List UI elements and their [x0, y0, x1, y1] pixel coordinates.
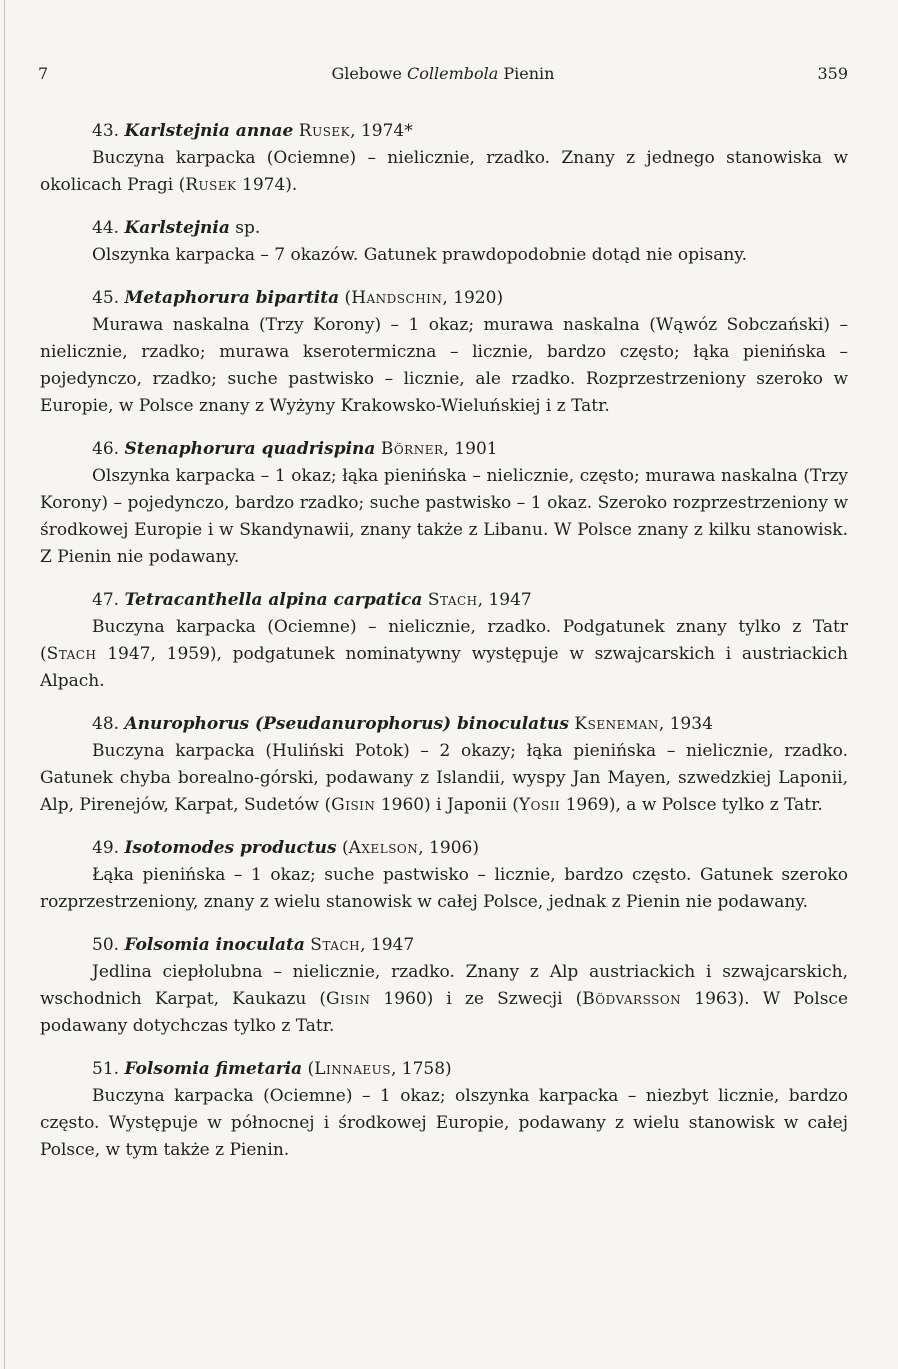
- author-prefix: (: [302, 1059, 315, 1079]
- article-body: [40, 118, 848, 1180]
- species-author: Kseneman: [574, 714, 659, 734]
- page-number: 359: [817, 64, 848, 83]
- species-author: Rusek: [298, 121, 351, 141]
- entry-heading: [40, 118, 848, 145]
- species-name: Tetracanthella alpina carpatica: [124, 590, 423, 610]
- species-entry: [40, 285, 848, 420]
- description-text: Olszynka karpacka – 7 okazów. Gatunek prawdopodobnie dotąd nie opisany.: [92, 245, 748, 265]
- species-year: , 1901: [443, 439, 498, 459]
- entry-heading: [40, 835, 848, 862]
- entry-description: [40, 312, 848, 420]
- entry-number: 44.: [92, 218, 120, 238]
- species-entry: [40, 932, 848, 1040]
- species-year: , 1758): [390, 1059, 452, 1079]
- running-title-italic: Collembola: [407, 64, 499, 83]
- cited-author: Stach: [46, 644, 97, 664]
- entry-description: [40, 242, 848, 269]
- species-year: , 1947: [477, 590, 532, 610]
- entry-heading: [40, 587, 848, 614]
- description-text: Jedlina ciepłolubna – nielicznie, rzadko. Znany z Alp austriackich i szwajcarskich, wschodnich Karpat, Kaukazu (: [40, 962, 848, 1009]
- species-year: , 1906): [418, 838, 479, 858]
- entry-description: [40, 862, 848, 916]
- description-text: Buczyna karpacka (Ociemne) – 1 okaz; olszynka karpacka – niezbyt licznie, bardzo często. Występuje w północnej i środkowej Europie, podawany z wielu stanowisk w całej Polsce, w tym także z Pienin.: [40, 1086, 848, 1160]
- species-name: Anurophorus (Pseudanurophorus) binoculatus: [124, 714, 569, 734]
- species-name: Folsomia inoculata: [124, 935, 305, 955]
- species-year: , 1920): [442, 288, 504, 308]
- species-author: Stach: [427, 590, 478, 610]
- entry-number: 47.: [92, 590, 120, 610]
- description-text: 1960) i ze Szwecji (: [370, 989, 583, 1009]
- species-entry: [40, 835, 848, 916]
- entry-number: 45.: [92, 288, 120, 308]
- species-name: Metaphorura bipartita: [124, 288, 340, 308]
- entry-number: 46.: [92, 439, 120, 459]
- species-year: , 1974*: [350, 121, 413, 141]
- binding-edge: [4, 0, 5, 1369]
- description-text: 1963). W Polsce podawany dotychczas tylko z Tatr.: [40, 989, 849, 1036]
- entry-heading: [40, 1056, 848, 1083]
- description-text: 1960) i Japonii (: [375, 795, 519, 815]
- entry-description: [40, 959, 848, 1040]
- entry-description: [40, 1083, 848, 1164]
- entry-heading: [40, 711, 848, 738]
- species-year: sp.: [229, 218, 261, 238]
- species-author: Börner: [380, 439, 444, 459]
- species-entry: [40, 436, 848, 571]
- entry-heading: [40, 215, 848, 242]
- folio-left: 7: [38, 64, 49, 83]
- entry-description: [40, 463, 848, 571]
- description-text: Murawa naskalna (Trzy Korony) – 1 okaz; murawa naskalna (Wąwóz Sobczański) – nielicznie, rzadko; murawa kserotermiczna – licznie, bardzo często; łąka pienińska – pojedynczo, rzadko; suche pastwisko – licznie, ale rzadko. Rozprzestrzeniony szeroko w Europie, w Polsce znany z Wyżyny Krakowsko-Wieluńskiej i z Tatr.: [40, 315, 848, 416]
- running-title: [38, 64, 848, 83]
- author-prefix: (: [339, 288, 352, 308]
- cited-author: Bödvarsson: [582, 989, 682, 1009]
- entry-description: [40, 738, 848, 819]
- description-text: Łąka pienińska – 1 okaz; suche pastwisko – licznie, bardzo często. Gatunek szeroko rozprzestrzeniony, znany z wielu stanowisk w całej Polsce, jednak z Pienin nie podawany.: [40, 865, 848, 912]
- entry-number: 48.: [92, 714, 120, 734]
- cited-author: Gisin: [331, 795, 376, 815]
- cited-author: Yosii: [518, 795, 561, 815]
- entry-heading: [40, 285, 848, 312]
- species-entry: [40, 587, 848, 695]
- species-author: Stach: [310, 935, 361, 955]
- entry-heading: [40, 436, 848, 463]
- species-author: Handschin: [351, 288, 443, 308]
- species-entry: [40, 711, 848, 819]
- species-name: Karlstejnia annae: [124, 121, 294, 141]
- species-name: Isotomodes productus: [124, 838, 337, 858]
- author-prefix: (: [336, 838, 349, 858]
- description-text: 1974).: [236, 175, 298, 195]
- cited-author: Gisin: [326, 989, 371, 1009]
- entry-number: 43.: [92, 121, 120, 141]
- species-author: Linnaeus: [314, 1059, 391, 1079]
- description-text: 1947, 1959), podgatunek nominatywny występuje w szwajcarskich i austriackich Alpach.: [40, 644, 848, 691]
- entry-number: 51.: [92, 1059, 120, 1079]
- species-author: Axelson: [348, 838, 419, 858]
- description-text: Buczyna karpacka (Ociemne) – nielicznie, rzadko. Znany z jednego stanowiska w okolicach Pragi (: [40, 148, 848, 195]
- entry-description: [40, 614, 848, 695]
- species-name: Stenaphorura quadrispina: [124, 439, 376, 459]
- description-text: 1969), a w Polsce tylko z Tatr.: [560, 795, 823, 815]
- entry-number: 50.: [92, 935, 120, 955]
- species-entry: [40, 1056, 848, 1164]
- entry-number: 49.: [92, 838, 120, 858]
- species-name: Folsomia fimetaria: [124, 1059, 303, 1079]
- description-text: Buczyna karpacka (Ociemne) – nielicznie, rzadko. Podgatunek znany tylko z Tatr (: [40, 617, 848, 664]
- species-year: , 1947: [360, 935, 415, 955]
- species-entry: [40, 215, 848, 269]
- description-text: Buczyna karpacka (Huliński Potok) – 2 okazy; łąka pienińska – nielicznie, rzadko. Gatunek chyba borealno-górski, podawany z Islandii, wyspy Jan Mayen, szwedzkiej Laponii, Alp, Pirenejów, Karpat, Sudetów (: [40, 741, 848, 815]
- species-entry: [40, 118, 848, 199]
- species-name: Karlstejnia: [124, 218, 230, 238]
- running-head: [38, 64, 848, 88]
- entry-description: [40, 145, 848, 199]
- description-text: Olszynka karpacka – 1 okaz; łąka pienińska – nielicznie, często; murawa naskalna (Trzy Korony) – pojedynczo, bardzo rzadko; suche pastwisko – 1 okaz. Szeroko rozprzestrzeniony w środkowej Europie i w Skandynawii, znany także z Libanu. W Polsce znany z kilku stanowisk. Z Pienin nie podawany.: [40, 466, 848, 567]
- entry-heading: [40, 932, 848, 959]
- species-year: , 1934: [658, 714, 713, 734]
- running-title-post: Pienin: [498, 64, 555, 83]
- cited-author: Rusek: [185, 175, 237, 195]
- running-title-pre: Glebowe: [331, 64, 408, 83]
